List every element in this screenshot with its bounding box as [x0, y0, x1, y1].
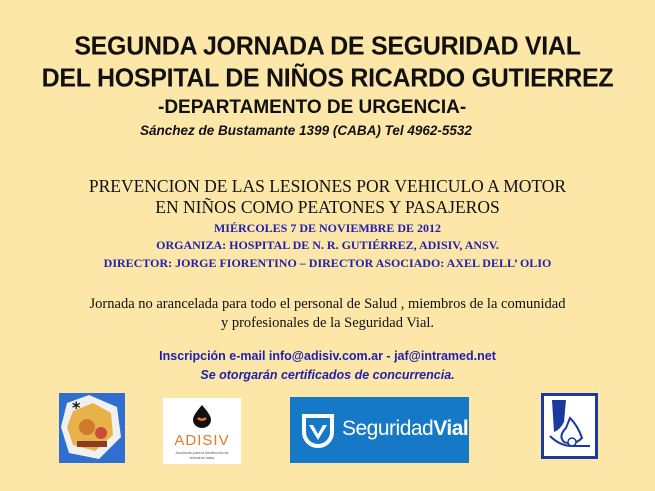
title-line-2: DEL HOSPITAL DE NIÑOS RICARDO GUTIERREZ — [41, 63, 614, 93]
adisiv-logo — [163, 398, 241, 464]
adisiv-tagline: Asociación para la disminución de siniestros viales — [175, 451, 229, 460]
certificates-notice: Se otorgarán certificados de concurrencia. — [200, 368, 455, 382]
headline-line-2: EN NIÑOS COMO PEATONES Y PASAJEROS — [155, 197, 500, 217]
headline-line-1: PREVENCION DE LAS LESIONES POR VEHICULO A MOTOR — [88, 176, 567, 196]
event-directors: DIRECTOR: JORGE FIORENTINO – DIRECTOR ASOCIADO: AXEL DELL’ OLIO — [103, 256, 552, 270]
vial-word: Vial — [433, 417, 469, 440]
adisiv-name: ADISIV — [174, 432, 230, 449]
seguridad-vial-shield-icon — [300, 412, 336, 448]
seguridad-word: Seguridad — [342, 417, 434, 440]
department-name: -DEPARTAMENTO DE URGENCIA- — [158, 97, 467, 118]
svg-text:*: * — [72, 398, 81, 417]
hospital-emblem-icon — [59, 393, 125, 463]
body-text-line-1: Jornada no arancelada para todo el personal de Salud , miembros de la comunidad — [89, 296, 566, 312]
event-organizers: ORGANIZA: HOSPITAL DE N. R. GUTIÉRREZ, ADISIV, ANSV. — [156, 238, 499, 252]
hospital-logo — [59, 393, 125, 463]
body-text-line-2: y profesionales de la Seguridad Vial. — [220, 315, 435, 331]
event-date: MIÉRCOLES 7 DE NOVIEMBRE DE 2012 — [213, 221, 442, 235]
seguridad-vial-logo — [290, 397, 469, 463]
child-safety-sign-logo — [541, 393, 598, 459]
child-hand-icon — [544, 396, 595, 456]
title-line-1: SEGUNDA JORNADA DE SEGURIDAD VIAL — [74, 31, 581, 61]
address-phone: Sánchez de Bustamante 1399 (CABA) Tel 4962-5532 — [140, 123, 472, 138]
adisiv-drop-icon — [191, 404, 213, 428]
inscription-email-text: Inscripción e-mail info@adisiv.com.ar - jaf@intramed.net — [159, 349, 496, 363]
